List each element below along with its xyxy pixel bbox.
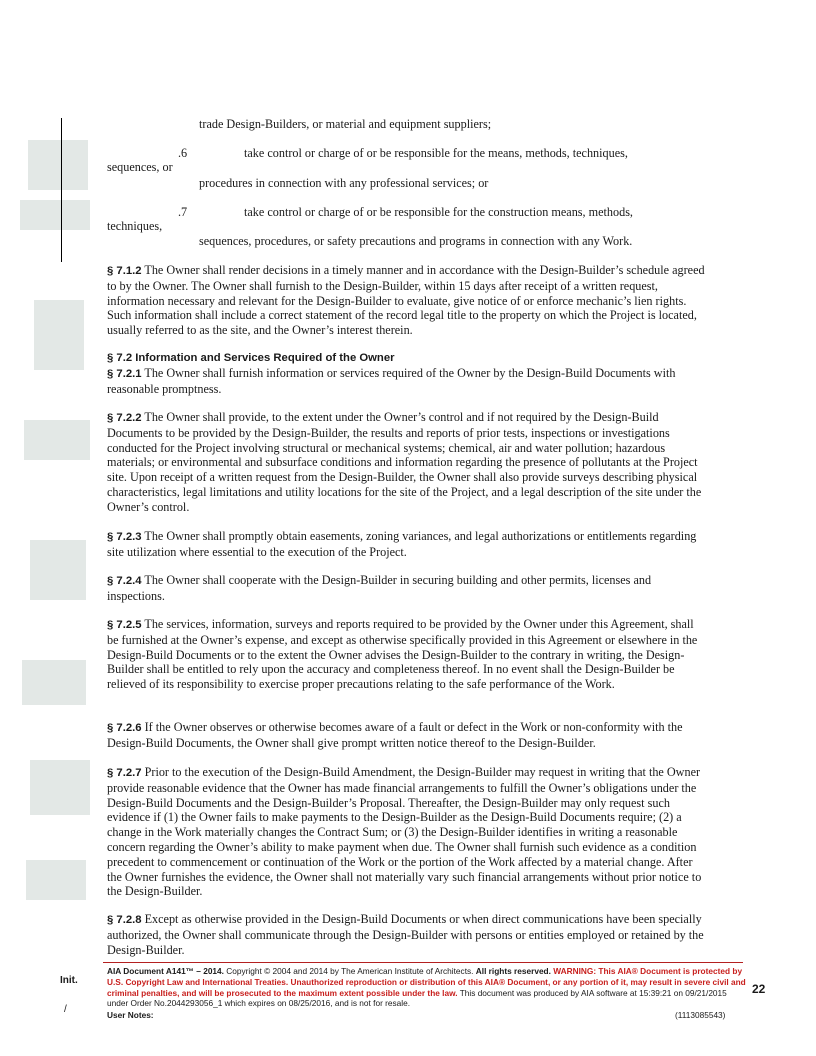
section-text: The Owner shall provide, to the extent under the Owner’s control and if not required by the Design-Build Documents to be provided by the Design-Builder, the results and reports of prior tests, inspections or investigations conducted for the Project involving structural or mechanical systems; chemical, air and water pollution; hazardous materials; or environmental and subsurface conditions and information regarding the presence of pollutants at the Project site. Upon receipt of a written request from the Design-Builder, the Owner shall also provide surveys describing physical characteristics, legal limitations and utility locations for the site of the Project, and a legal description of the site under the Owner’s control. <box>107 410 702 514</box>
section-number: § 7.2.8 <box>107 914 142 926</box>
section-text: The Owner shall furnish information or services required of the Owner by the Design-Build Documents with reasonable promptness. <box>107 366 676 396</box>
section-text: Except as otherwise provided in the Design-Build Documents or when direct communications have been specially authorized, the Owner shall communicate through the Design-Builder with persons or entities employed or retained by the Design-Builder. <box>107 912 704 957</box>
copyright-text: Copyright © 2004 and 2014 by The American Institute of Architects. <box>223 966 476 976</box>
page-number: 22 <box>752 982 766 996</box>
section-number: § 7.2.1 <box>107 368 142 380</box>
item-6-text-b: sequences, or <box>107 160 173 174</box>
item-7-number: .7 <box>178 205 188 219</box>
warning-text: WARNING: This AIA® Document is protected by U.S. Copyright Law and International Treaties. Unauthorized reproduction or distribution of this AIA® Document, or any portion of it, may result in severe civil and criminal penalties, and will be prosecuted to the maximum extent possible under the law. <box>107 966 746 998</box>
item-7-text-b: techniques, <box>107 219 163 233</box>
produced-text: This document was produced by AIA software at 15:39:21 on 09/21/2015 under Order No.2044293056_1 which expires on 08/25/2016, and is not for resale. <box>107 987 727 1009</box>
footer-notice <box>107 966 747 1009</box>
section-text: If the Owner observes or otherwise becomes aware of a fault or defect in the Work or non-conformity with the Design-Build Documents, the Owner shall give prompt written notice thereof to the Design-Builder. <box>107 720 683 750</box>
section-text: The Owner shall render decisions in a timely manner and in accordance with the Design-Builder’s schedule agreed to by the Owner. The Owner shall furnish to the Design-Builder, within 15 days after receipt of a written request, information necessary and relevant for the Design-Builder to evaluate, give notice of or enforce mechanic’s lien rights. Such information shall include a correct statement of the record legal title to the property on which the Project is located, usually referred to as the site, and the Owner’s interest therein. <box>107 263 705 338</box>
section-number: § 7.2.4 <box>107 575 142 587</box>
section-text: The Owner shall promptly obtain easements, zoning variances, and legal authorizations or entitlements regarding site utilization where essential to the execution of the Project. <box>107 529 697 559</box>
section-7-2-2 <box>107 410 707 515</box>
section-7-2-1 <box>107 366 707 397</box>
section-number: § 7.2.3 <box>107 531 142 543</box>
section-number: § 7.1.2 <box>107 265 142 277</box>
item-7-text-a: take control or charge of or be responsible for the construction means, methods, <box>244 205 633 219</box>
item-6-number: .6 <box>178 146 188 160</box>
section-7-2-5 <box>107 617 707 692</box>
section-7-2-4 <box>107 573 707 604</box>
watermark-graphic <box>0 120 90 960</box>
section-number: § 7.2.6 <box>107 722 142 734</box>
section-7-1-2 <box>107 263 707 338</box>
doc-title: AIA Document A141™ – 2014. <box>107 966 224 976</box>
footer-rule <box>103 962 743 963</box>
section-number: § 7.2.7 <box>107 767 142 779</box>
item-6-text-c: procedures in connection with any professional services; or <box>199 176 489 190</box>
revision-bar <box>61 118 62 262</box>
section-7-2-8 <box>107 912 707 957</box>
user-notes-label: User Notes: <box>107 1010 154 1020</box>
section-text: The services, information, surveys and reports required to be provided by the Owner under this Agreement, shall be furnished at the Owner’s expense, and except as otherwise specifically provided in this Agreement or elsewhere in the Design-Build Documents or to the extent the Owner advises the Design-Builder to the contrary in writing, the Design-Builder shall be entitled to rely upon the accuracy and completeness thereof. In no event shall the Design-Builder be relieved of its responsibility to exercise proper precautions relating to the safe performance of the Work. <box>107 617 698 692</box>
section-7-2-3 <box>107 529 707 560</box>
item-6-text-a: take control or charge of or be responsible for the means, methods, techniques, <box>244 146 628 160</box>
rights-text: All rights reserved. <box>475 966 551 976</box>
section-7-2-6 <box>107 720 707 751</box>
item-7-text-c: sequences, procedures, or safety precautions and programs in connection with any Work. <box>199 234 633 248</box>
section-number: § 7.2.5 <box>107 619 142 631</box>
section-text: Prior to the execution of the Design-Build Amendment, the Design-Builder may request in writing that the Owner provide reasonable evidence that the Owner has made financial arrangements to fulfill the Owner’s obligations under the Design-Build Documents and the Design-Builder’s Proposal. Thereafter, the Design-Builder may only request such evidence if (1) the Owner fails to make payments to the Design-Builder as the Design-Build Documents require; (2) a change in the Work materially changes the Contract Sum; or (3) the Design-Builder identifies in writing a reasonable concern regarding the Owner’s ability to make payment when due. The Owner shall furnish such evidence as a condition precedent to commencement or continuation of the Work or the portion of the Work affected by a material change. After the Owner furnishes the evidence, the Owner shall not materially vary such financial arrangements without prior notice to the Design-Builder. <box>107 765 702 899</box>
init-label: Init. <box>60 975 78 986</box>
order-code: (1113085543) <box>675 1010 726 1020</box>
section-number: § 7.2.2 <box>107 412 142 424</box>
init-slash: / <box>64 1004 67 1015</box>
section-7-2-7 <box>107 765 707 899</box>
section-text: The Owner shall cooperate with the Design-Builder in securing building and other permits, licenses and inspections. <box>107 573 652 603</box>
list-continuation: trade Design-Builders, or material and equipment suppliers; <box>199 117 492 131</box>
section-heading-7-2: § 7.2 Information and Services Required of the Owner <box>107 352 395 364</box>
